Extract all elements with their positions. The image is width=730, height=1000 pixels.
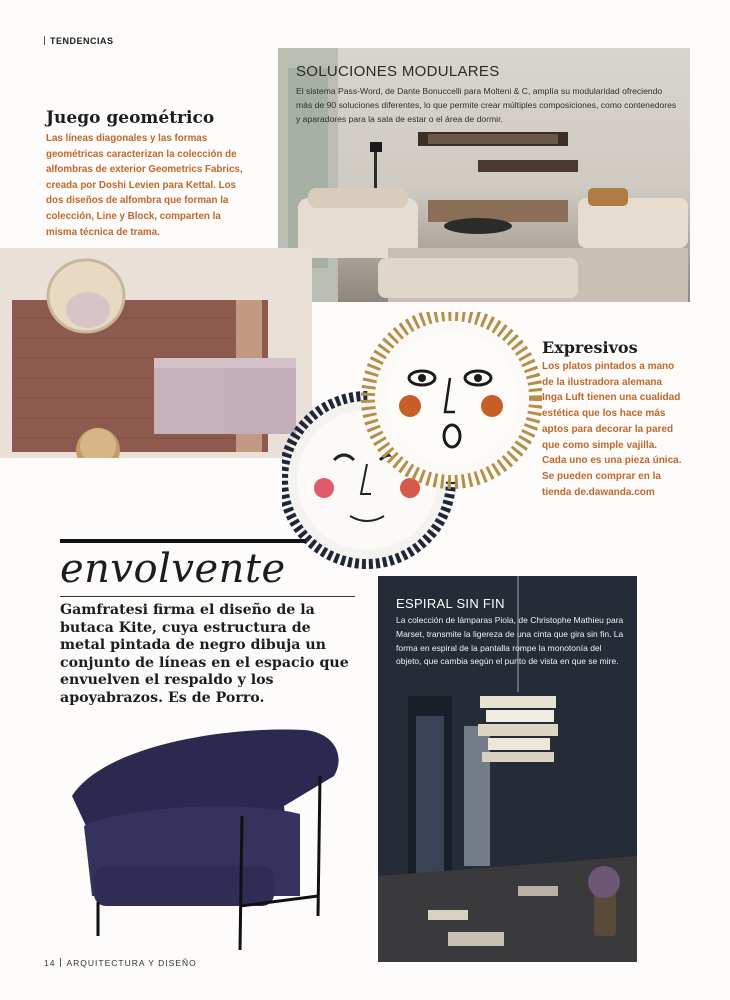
- piola-lamp-photo: [378, 576, 637, 962]
- modular-title: SOLUCIONES MODULARES: [296, 63, 500, 80]
- espiral-text: La colección de lámparas Piola, de Christophe Mathieu para Marset, transmite la ligereza de una cinta que gira sin fin. La forma en espiral de la pantalla rompe la monotonía del objeto, que cambia según el punto de vista en que se mire.: [396, 615, 624, 667]
- envolvente-bottom-rule: [60, 596, 355, 597]
- envolvente-top-rule: [60, 539, 306, 543]
- rug-illustration: [0, 248, 312, 458]
- expresivos-title: Expresivos: [542, 338, 638, 357]
- footer-divider: [60, 958, 61, 967]
- expresivos-text: Los platos pintados a mano de la ilustradora alemana Inga Luft tienen una cualidad estética que los hace más aptos para decorar la pared que como simple vajilla. Cada uno es una pieza única. Se pueden comprar en la tienda de.dawanda.com: [542, 361, 682, 498]
- kite-armchair-illustration: [64, 716, 348, 956]
- envolvente-title: envolvente: [60, 546, 286, 592]
- magazine-name: ARQUITECTURA Y DISEÑO: [66, 958, 197, 968]
- rug-photo: [0, 248, 312, 458]
- modular-text: El sistema Pass-Word, de Dante Bonuccelli para Molteni & C, amplía su modularidad ofreciendo más de 90 soluciones diferentes, lo que permite crear múltiples composiciones, como contenedores y aparadores para la sala de estar o el área de dormir.: [296, 86, 677, 124]
- geometric-title: Juego geométrico: [46, 108, 215, 128]
- modular-sofa-photo: [278, 48, 690, 302]
- page-number: 14: [44, 958, 56, 968]
- page-footer: [44, 958, 197, 968]
- espiral-title: ESPIRAL SIN FIN: [396, 596, 505, 611]
- geometric-text: Las líneas diagonales y las formas geométricas caracterizan la colección de alfombras de exterior Geometrics Fabrics, creada por Doshi Levien para Kettal. Los dos diseños de alfombra que forman la colección, Line y Block, comparten la misma técnica de trama.: [46, 133, 243, 238]
- painted-plates-illustration: [282, 312, 542, 574]
- envolvente-text: Gamfratesi firma el diseño de la butaca Kite, cuya estructura de metal pintada de negro dibuja un conjunto de líneas en el espacio que envuelven el respaldo y los apoyabrazos. Es de Porro.: [60, 602, 349, 706]
- section-label: TENDENCIAS: [44, 36, 114, 46]
- section-divider: [44, 36, 45, 45]
